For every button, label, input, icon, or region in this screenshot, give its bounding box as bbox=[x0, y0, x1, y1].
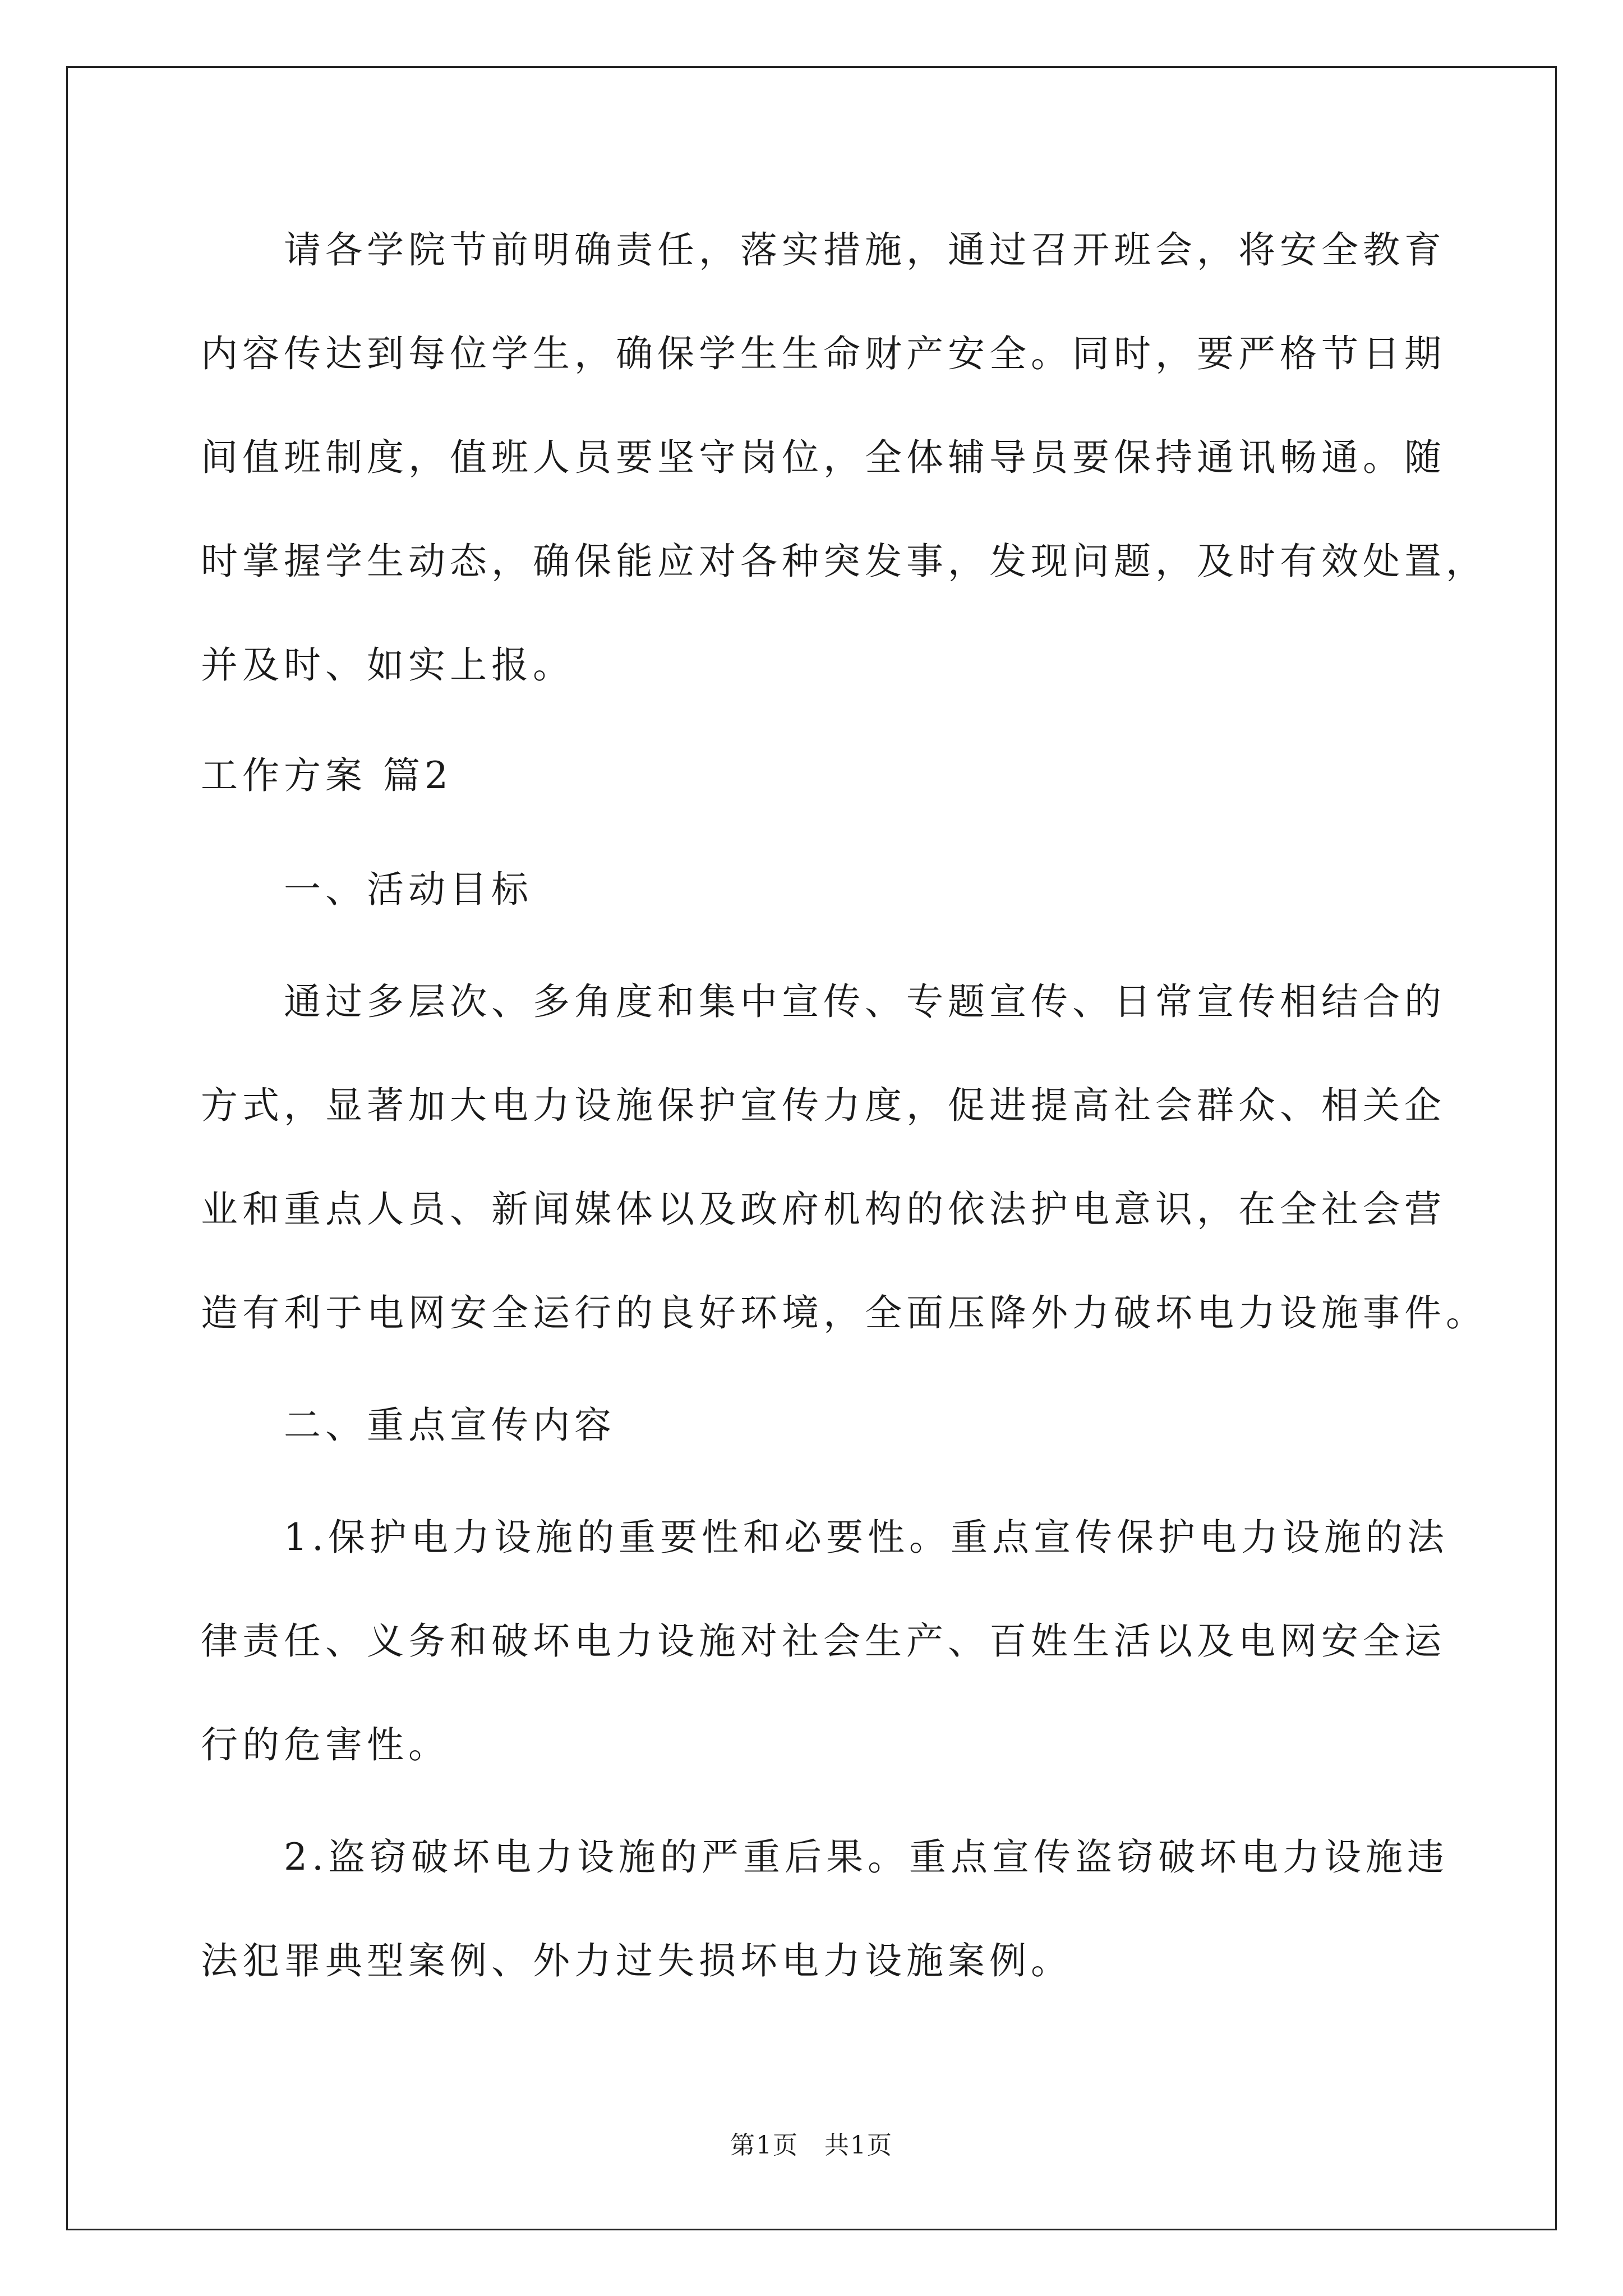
paragraph-line: 法犯罪典型案例、外力过失损坏电力设施案例。 bbox=[201, 1939, 1072, 1982]
page-number-footer: 第1页 共1页 bbox=[730, 2131, 893, 2160]
paragraph-line: 造有利于电网安全运行的良好环境，全面压降外力破坏电力设施事件。 bbox=[201, 1291, 1487, 1335]
paragraph-line: 律责任、义务和破坏电力设施对社会生产、百姓生活以及电网安全运 bbox=[201, 1619, 1446, 1663]
paragraph-line: 通过多层次、多角度和集中宣传、专题宣传、日常宣传相结合的 bbox=[201, 980, 1446, 1023]
paragraph-line: 2.盗窃破坏电力设施的严重后果。重点宣传盗窃破坏电力设施违 bbox=[201, 1835, 1449, 1879]
page-border bbox=[66, 66, 1557, 2230]
paragraph-line: 业和重点人员、新闻媒体以及政府机构的依法护电意识，在全社会营 bbox=[201, 1188, 1446, 1231]
paragraph-line: 行的危害性。 bbox=[201, 1723, 450, 1766]
paragraph-line: 间值班制度，值班人员要坚守岗位，全体辅导员要保持通讯畅通。随 bbox=[201, 436, 1446, 479]
paragraph-line: 方式，显著加大电力设施保护宣传力度，促进提高社会群众、相关企 bbox=[201, 1084, 1446, 1127]
paragraph-line: 请各学院节前明确责任，落实措施，通过召开班会，将安全教育 bbox=[201, 228, 1446, 272]
paragraph-line: 并及时、如实上报。 bbox=[201, 643, 574, 687]
section-heading: 工作方案 篇2 bbox=[201, 754, 453, 797]
paragraph-line: 内容传达到每位学生，确保学生生命财产安全。同时，要严格节日期 bbox=[201, 332, 1446, 375]
paragraph-line: 时掌握学生动态，确保能应对各种突发事，发现问题，及时有效处置， bbox=[201, 540, 1487, 583]
subsection-heading: 一、活动目标 bbox=[201, 868, 533, 911]
paragraph-line: 1.保护电力设施的重要性和必要性。重点宣传保护电力设施的法 bbox=[201, 1516, 1449, 1559]
subsection-heading: 二、重点宣传内容 bbox=[201, 1404, 616, 1447]
